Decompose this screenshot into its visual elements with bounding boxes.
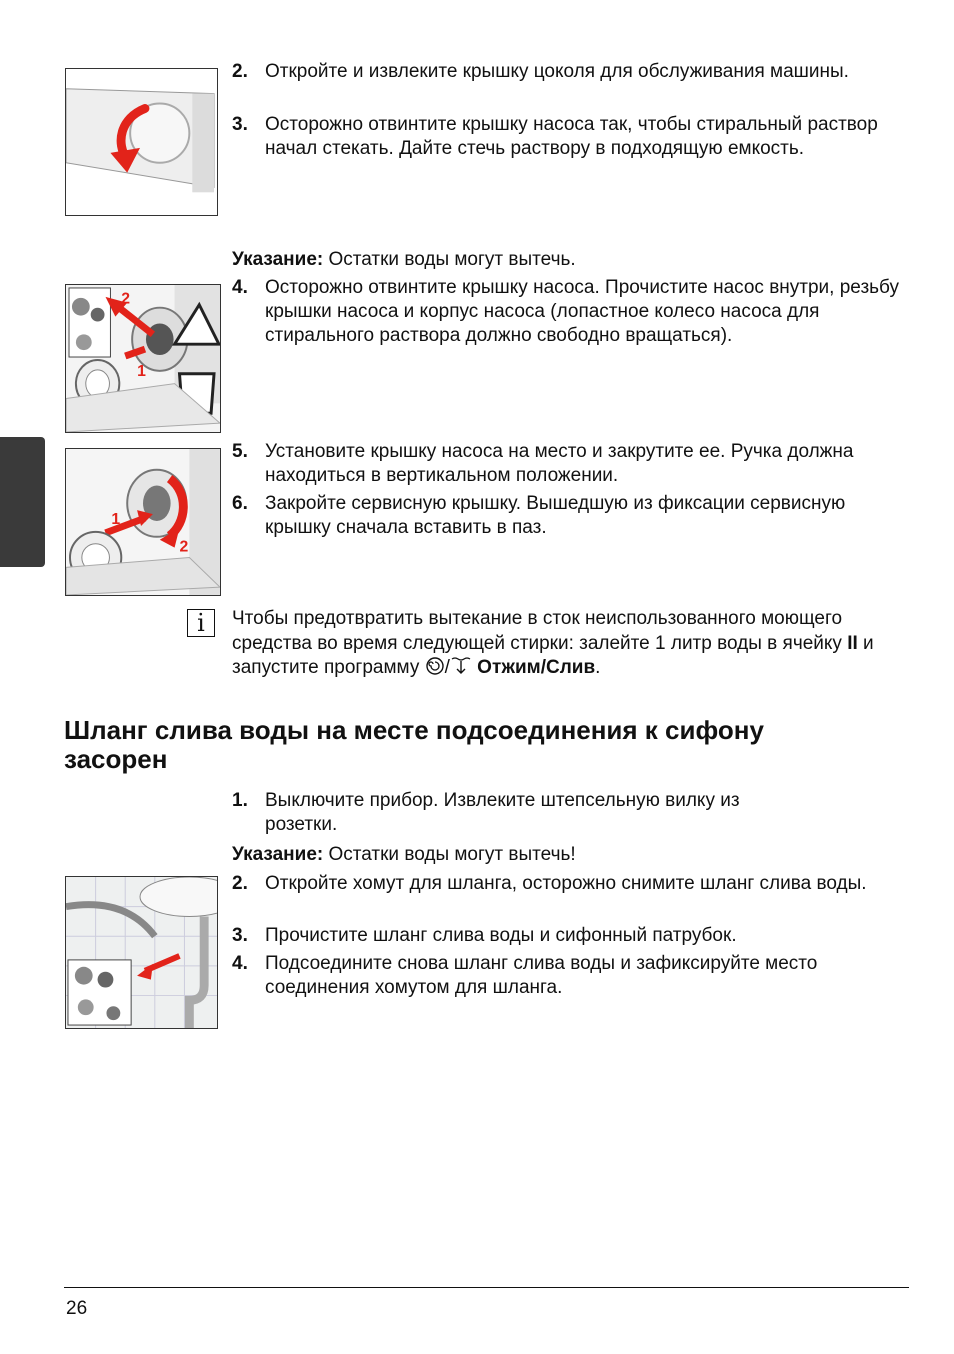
program-name: Отжим/Слив: [477, 657, 596, 678]
step-1: [232, 789, 902, 837]
step-number: 3.: [232, 114, 248, 135]
section-heading: Шланг слива воды на месте подсоединения к сифону засорен: [64, 715, 764, 774]
figure-label-2: 2: [179, 538, 189, 556]
info-text: [232, 607, 912, 681]
figure-open-plinth: [65, 68, 218, 216]
step-2: [232, 60, 902, 84]
figure-label-2: 2: [121, 290, 131, 308]
note-water-2: [232, 843, 576, 867]
step-number: 2.: [232, 61, 248, 82]
footer-rule: [64, 1287, 909, 1288]
figure-reinstall-pump: [65, 448, 221, 596]
step-text: Осторожно отвинтите крышку насоса так, чтобы стиральный раствор начал стекать. Дайте стечь раствору в подходящую емкость.: [265, 114, 878, 159]
step-4b: [232, 952, 902, 1000]
note-water: [232, 248, 576, 272]
spin-icon: [425, 656, 445, 676]
step-4: [232, 276, 902, 348]
drain-icon: [450, 656, 472, 676]
step-number: 3.: [232, 925, 248, 946]
period: .: [595, 657, 601, 678]
step-text: Осторожно отвинтите крышку насоса. Прочистите насос внутри, резьбу крышки насоса и корпус насоса (лопастное колесо насоса для стирального раствора должно свободно вращаться).: [265, 277, 900, 346]
slash: /: [444, 657, 450, 678]
figure-label-1: 1: [137, 362, 146, 380]
step-5: [232, 440, 902, 488]
note-text: Остатки воды могут вытечь.: [323, 249, 576, 270]
step-text: Прочистите шланг слива воды и сифонный патрубок.: [265, 925, 737, 946]
step-3b: [232, 924, 902, 948]
info-text-part: Чтобы предотвратить вытекание в сток неиспользованного моющего средства во время следующей стирки: залейте 1 литр воды в ячейку: [232, 608, 848, 654]
step-6: [232, 492, 902, 540]
figure-label-1: 1: [111, 510, 121, 528]
step-number: 5.: [232, 441, 248, 462]
step-3: [232, 113, 902, 161]
step-number: 6.: [232, 493, 248, 514]
step-number: 1.: [232, 790, 248, 811]
note-label: Указание:: [232, 249, 324, 270]
step-text: Выключите прибор. Извлеките штепсельную вилку из розетки.: [265, 790, 740, 835]
step-number: 4.: [232, 277, 248, 298]
step-text: Закройте сервисную крышку. Вышедшую из фиксации сервисную крышку сначала вставить в паз.: [265, 493, 846, 538]
step-number: 2.: [232, 873, 248, 894]
step-number: 4.: [232, 953, 248, 974]
page-number: 26: [66, 1298, 88, 1319]
compartment-label: II: [847, 632, 858, 654]
figure-clean-pump: [65, 284, 221, 433]
note-label: Указание:: [232, 844, 324, 865]
note-text: Остатки воды могут вытечь!: [323, 844, 576, 865]
step-2b: [232, 872, 902, 896]
step-text: Подсоедините снова шланг слива воды и зафиксируйте место соединения хомутом для шланга.: [265, 953, 818, 998]
step-text: Откройте хомут для шланга, осторожно снимите шланг слива воды.: [265, 873, 867, 894]
step-text: Установите крышку насоса на место и закрутите ее. Ручка должна находиться в вертикальном положении.: [265, 441, 854, 486]
info-text-part: и запустите программу: [232, 632, 874, 678]
chapter-tab: [0, 437, 45, 567]
figure-siphon-hose: [65, 876, 218, 1029]
step-text: Откройте и извлеките крышку цоколя для обслуживания машины.: [265, 61, 849, 82]
info-icon: i: [187, 609, 215, 637]
